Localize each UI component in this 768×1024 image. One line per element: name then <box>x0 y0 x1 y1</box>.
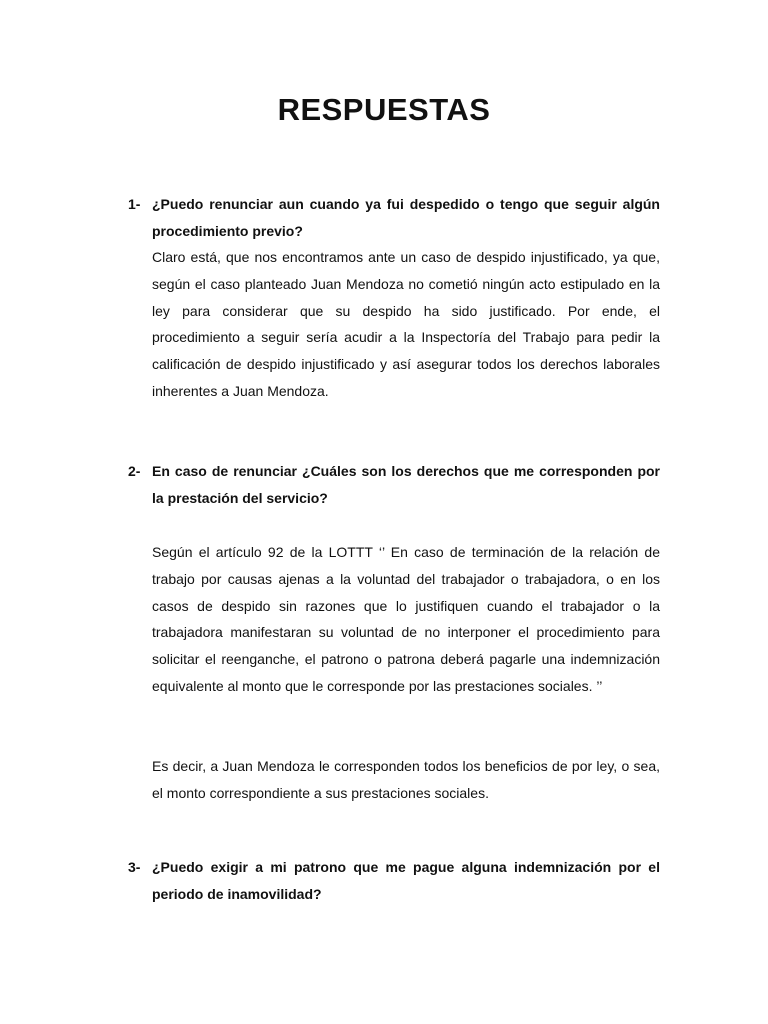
page-title: RESPUESTAS <box>277 92 491 127</box>
question-number: 2- <box>128 463 141 479</box>
question-number: 3- <box>128 859 141 875</box>
answer-paragraph: Es decir, a Juan Mendoza le corresponden todos los beneficios de por ley, o sea, el monto correspondiente a sus prestaciones sociales. <box>152 758 660 801</box>
answer-paragraph: Según el artículo 92 de la LOTTT ‘’ En caso de terminación de la relación de trabajo por causas ajenas a la voluntad del trabajador o trabajadora, o en los casos de despido sin razones que lo justifiquen cuando el trabajador o la trabajadora manifestaran su voluntad de no interponer el procedimiento para solicitar el reenganche, el patrono o patrona deberá pagarle una indemnización equivalente al monto que le corresponde por las prestaciones sociales. ’’ <box>152 544 660 694</box>
question-number: 1- <box>128 196 141 212</box>
answer-paragraph: Claro está, que nos encontramos ante un caso de despido injustificado, ya que, según el caso planteado Juan Mendoza no cometió ningún acto estipulado en la ley para considerar que su despido ha sido justificado. Por ende, el procedimiento a seguir sería acudir a la Inspectoría del Trabajo para pedir la calificación de despido injustificado y así asegurar todos los derechos laborales inherentes a Juan Mendoza. <box>152 249 660 399</box>
question-1 <box>128 191 660 245</box>
question-2 <box>128 458 660 512</box>
question-text: En caso de renunciar ¿Cuáles son los derechos que me corresponden por la prestación del servicio? <box>152 463 660 506</box>
question-text: ¿Puedo renunciar aun cuando ya fui despedido o tengo que seguir algún procedimiento previo? <box>152 196 660 239</box>
question-text: ¿Puedo exigir a mi patrono que me pague alguna indemnización por el periodo de inamovilidad? <box>152 859 660 902</box>
question-3 <box>128 854 660 908</box>
